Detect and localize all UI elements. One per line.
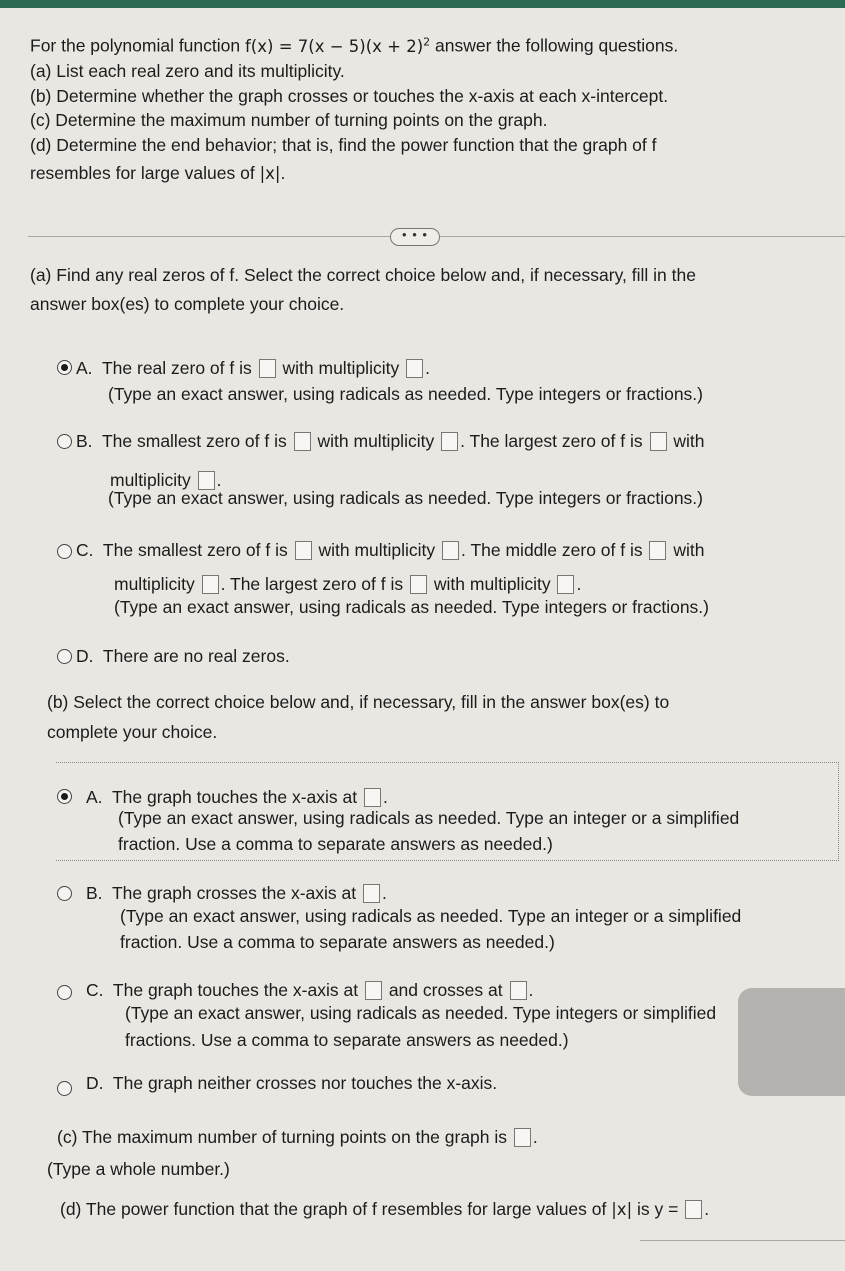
part-b-choice-a-radio[interactable] — [57, 789, 72, 804]
part-b-choice-d: D. The graph neither crosses nor touches the x-axis. — [86, 1073, 498, 1093]
question-part-d-cont: resembles for large values of — [30, 163, 255, 183]
part-b-choice-b-radio[interactable] — [57, 886, 72, 901]
part-a-choice-c-radio[interactable] — [57, 544, 72, 559]
question-tail: answer the following questions. — [435, 35, 679, 56]
part-a-choice-a: A. The real zero of f is with multiplicity . — [76, 358, 430, 378]
part-a-a-mult-input[interactable] — [406, 359, 423, 378]
part-b-b-hint2: fraction. Use a comma to separate answers as needed.) — [120, 932, 555, 952]
part-a-choice-b-cont: multiplicity . — [110, 470, 222, 490]
part-a-choice-c-cont: multiplicity . The largest zero of f is with multiplicity . — [114, 574, 582, 594]
part-a-b-small-mult-input[interactable] — [441, 432, 458, 451]
part-b-choice-c-radio[interactable] — [57, 985, 72, 1000]
part-b-choice-a: A. The graph touches the x-axis at . — [86, 787, 388, 807]
part-b-b-cross-input[interactable] — [363, 884, 380, 903]
part-b-c-hint2: fractions. Use a comma to separate answers as needed.) — [125, 1030, 569, 1050]
question-part-d: (d) Determine the end behavior; that is, find the power function that the graph of f — [30, 134, 657, 155]
part-a-choice-b: B. The smallest zero of f is with multiplicity . The largest zero of f is with — [76, 431, 705, 451]
part-c: (c) The maximum number of turning points on the graph is . — [57, 1127, 538, 1147]
part-a-choice-d-radio[interactable] — [57, 649, 72, 664]
abs-x: |x| — [259, 164, 281, 183]
part-a-c-small-mult-input[interactable] — [442, 541, 459, 560]
part-a-choice-b-radio[interactable] — [57, 434, 72, 449]
function-exponent: 2 — [423, 35, 431, 48]
footer-rule — [640, 1240, 845, 1241]
part-a-b-hint: (Type an exact answer, using radicals as needed. Type integers or fractions.) — [108, 488, 703, 508]
question-text: For the polynomial function $f(x) = 7(x - 5)(x + 2)^2$ answer the following questions. (a) List each real zero and its multiplicity. (b) Determine whether the graph crosses or touches the x-axis at each x-intercept. (c) Determine the maximum number of turning points on the graph. (d) Determine the end behavior; that is, find the power function that the graph of f resembles for large values of |x|. — [30, 30, 820, 187]
part-a-b-small-input[interactable] — [294, 432, 311, 451]
question-part-c: (c) Determine the maximum number of turning points on the graph. — [30, 110, 548, 130]
overlay-shadow — [738, 988, 845, 1096]
part-b-choice-c: C. The graph touches the x-axis at and crosses at . — [86, 980, 534, 1000]
part-b-c-touch-input[interactable] — [365, 981, 382, 1000]
part-a-c-large-input[interactable] — [410, 575, 427, 594]
part-d: (d) The power function that the graph of f resembles for large values of |x| is y = . — [60, 1199, 710, 1219]
part-b-choice-b: B. The graph crosses the x-axis at . — [86, 883, 387, 903]
part-a-a-zero-input[interactable] — [259, 359, 276, 378]
part-a-c-hint: (Type an exact answer, using radicals as needed. Type integers or fractions.) — [114, 597, 709, 617]
part-d-power-function-input[interactable] — [685, 1200, 702, 1219]
expand-button[interactable]: • • • — [390, 228, 440, 246]
part-b-c-hint1: (Type an exact answer, using radicals as needed. Type integers or simplified — [125, 1003, 717, 1023]
function-expression: $f(x) = 7(x - 5)(x + 2)^2$ — [245, 35, 431, 56]
part-b-a-hint2: fraction. Use a comma to separate answers as needed.) — [118, 834, 553, 854]
part-a-choice-a-radio[interactable] — [57, 360, 72, 375]
part-a-c-large-mult-input[interactable] — [557, 575, 574, 594]
part-c-hint: (Type a whole number.) — [47, 1159, 230, 1179]
part-b-c-cross-input[interactable] — [510, 981, 527, 1000]
part-a-intro: (a) Find any real zeros of f. Select the correct choice below and, if necessary, fill in the answer box(es) to complete your choice. — [30, 265, 696, 314]
question-part-b: (b) Determine whether the graph crosses or touches the x-axis at each x-intercept. — [30, 85, 669, 106]
part-a-c-middle-input[interactable] — [649, 541, 666, 560]
part-a-c-small-input[interactable] — [295, 541, 312, 560]
part-b-a-hint1: (Type an exact answer, using radicals as needed. Type an integer or a simplified — [118, 808, 740, 828]
part-a-b-large-input[interactable] — [650, 432, 667, 451]
top-bar — [0, 0, 845, 8]
part-a-choice-d: D. There are no real zeros. — [76, 646, 290, 666]
question-lead: For the polynomial function — [30, 35, 241, 56]
part-c-turning-points-input[interactable] — [514, 1128, 531, 1147]
part-a-c-middle-mult-input[interactable] — [202, 575, 219, 594]
part-a-choice-c: C. The smallest zero of f is with multiplicity . The middle zero of f is with — [76, 540, 705, 560]
part-b-intro: (b) Select the correct choice below and, if necessary, fill in the answer box(es) to complete your choice. — [47, 692, 670, 742]
part-b-choice-d-radio[interactable] — [57, 1081, 72, 1096]
part-a-a-hint: (Type an exact answer, using radicals as needed. Type integers or fractions.) — [108, 384, 703, 404]
part-b-b-hint1: (Type an exact answer, using radicals as needed. Type an integer or a simplified — [120, 906, 742, 926]
question-part-a: (a) List each real zero and its multiplicity. — [30, 61, 345, 81]
